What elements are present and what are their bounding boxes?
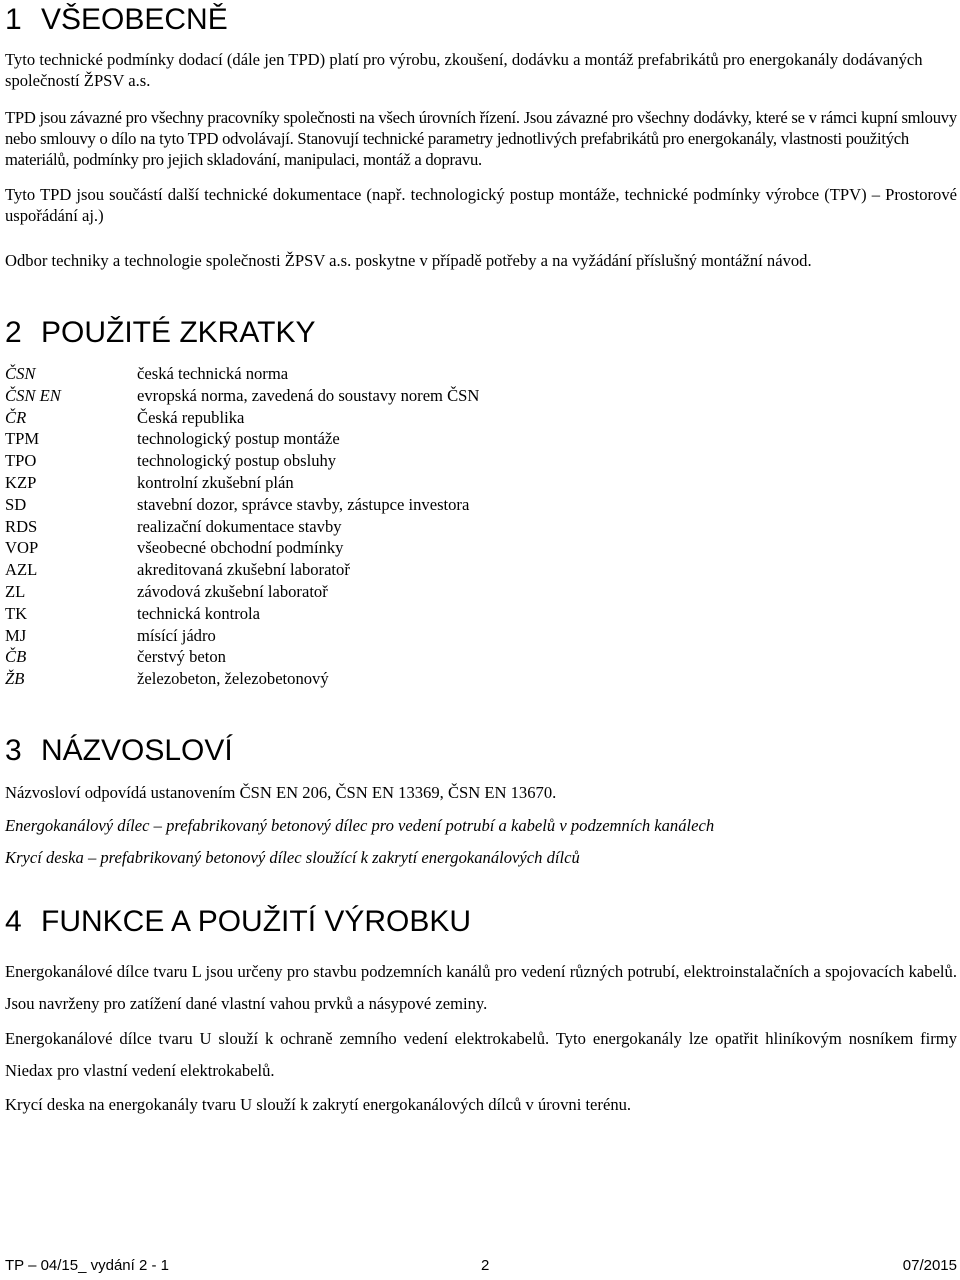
section-4-heading xyxy=(5,905,471,939)
section-3-paragraph-1: Názvosloví odpovídá ustanovením ČSN EN 206, ČSN EN 13369, ČSN EN 13670. xyxy=(5,783,557,802)
section-1-paragraph-3: Tyto TPD jsou součástí další technické dokumentace (např. technologický postup montáže, technické podmínky výrobce (TPV) – Prostorové uspořádání aj.) xyxy=(5,185,957,225)
abbreviation-row xyxy=(5,363,705,385)
abbreviation-row xyxy=(5,603,705,625)
section-4-paragraph-2: Energokanálové dílce tvaru U slouží k ochraně zemního vedení elektrokabelů. Tyto energokanály lze opatřit hliníkovým nosníkem firmy Niedax pro vlastní vedení elektrokabelů. xyxy=(5,1029,957,1080)
abbreviation-row xyxy=(5,581,705,603)
abbreviation-meaning: všeobecné obchodní podmínky xyxy=(137,538,344,558)
section-3-heading xyxy=(5,734,233,768)
abbreviation-code: AZL xyxy=(5,560,38,580)
abbreviation-row xyxy=(5,494,705,516)
section-2-heading xyxy=(5,316,315,350)
abbreviation-code: VOP xyxy=(5,538,39,558)
abbreviation-meaning: stavební dozor, správce stavby, zástupce investora xyxy=(137,494,470,514)
section-2-number: 2 xyxy=(5,316,22,349)
abbreviation-meaning: technologický postup montáže xyxy=(137,429,340,449)
definition-kryci-deska: Krycí deska – prefabrikovaný betonový dílec sloužící k zakrytí energokanálových dílců xyxy=(5,848,580,867)
abbreviation-row xyxy=(5,625,705,647)
abbreviation-meaning: technická kontrola xyxy=(137,603,261,623)
abbreviation-row xyxy=(5,668,705,690)
abbreviation-code: ČSN EN xyxy=(5,385,61,405)
abbreviation-meaning: železobeton, železobetonový xyxy=(137,669,329,689)
abbreviation-code: RDS xyxy=(5,516,38,536)
section-1-heading xyxy=(5,3,228,37)
abbreviation-meaning: akreditovaná zkušební laboratoř xyxy=(137,560,350,580)
abbreviation-code: ČSN xyxy=(5,364,36,383)
footer-page-number: 2 xyxy=(481,1257,490,1274)
abbreviation-row xyxy=(5,516,705,538)
abbreviation-row xyxy=(5,385,705,407)
abbreviation-meaning: česká technická norma xyxy=(137,364,289,383)
section-3-number: 3 xyxy=(5,734,22,767)
abbreviation-meaning: technologický postup obsluhy xyxy=(137,451,337,471)
section-1-title: VŠEOBECNĚ xyxy=(41,3,228,36)
section-3-title: NÁZVOSLOVÍ xyxy=(41,734,233,767)
abbreviation-meaning: čerstvý beton xyxy=(137,647,226,667)
abbreviation-meaning: mísící jádro xyxy=(137,625,216,645)
footer-document-code: TP – 04/15_ vydání 2 - 1 xyxy=(5,1257,169,1274)
abbreviation-code: ČR xyxy=(5,407,27,427)
abbreviation-row xyxy=(5,450,705,472)
abbreviation-code: ZL xyxy=(5,581,26,601)
abbreviation-code: TPO xyxy=(5,451,37,471)
abbreviation-meaning: kontrolní zkušební plán xyxy=(137,472,294,492)
abbreviation-code: SD xyxy=(5,494,27,514)
abbreviation-row xyxy=(5,472,705,494)
abbreviation-code: ČB xyxy=(5,647,27,667)
section-4-paragraph-1: Energokanálové dílce tvaru L jsou určeny pro stavbu podzemních kanálů pro vedení různých potrubí, elektroinstalačních a spojovacích kabelů. Jsou navrženy pro zatížení dané vlastní vahou prvků a násypové zeminy. xyxy=(5,962,957,1013)
footer-date: 07/2015 xyxy=(902,1257,957,1274)
section-1-paragraph-4: Odbor techniky a technologie společnosti ŽPSV a.s. poskytne v případě potřeby a na vyžádání příslušný montážní návod. xyxy=(5,251,812,270)
abbreviation-code: TPM xyxy=(5,429,40,449)
abbreviation-meaning: realizační dokumentace stavby xyxy=(137,516,342,536)
section-1-paragraph-2: TPD jsou závazné pro všechny pracovníky společnosti na všech úrovních řízení. Jsou závazné pro všechny dodávky, které se v rámci kupní smlouvy nebo smlouvy o dílo na tyto TPD odvolávají. Stanovují technické parametry jednotlivých prefabrikátů pro energokanály, vlastnosti použitých materiálů, podmínky pro jejich skladování, manipulaci, montáž a dopravu. xyxy=(5,108,957,169)
section-1-number: 1 xyxy=(5,3,22,36)
section-4-paragraph-3: Krycí deska na energokanály tvaru U slouží k zakrytí energokanálových dílců v úrovni terénu. xyxy=(5,1095,632,1114)
abbreviation-row xyxy=(5,537,705,559)
abbreviation-code: MJ xyxy=(5,625,27,645)
abbreviation-meaning: evropská norma, zavedená do soustavy norem ČSN xyxy=(137,385,480,405)
definition-energokanalovy-dilec: Energokanálový dílec – prefabrikovaný betonový dílec pro vedení potrubí a kabelů v podzemních kanálech xyxy=(5,816,715,835)
abbreviation-row xyxy=(5,646,705,668)
page-footer xyxy=(5,1256,957,1276)
section-4-title: FUNKCE A POUŽITÍ VÝROBKU xyxy=(41,905,472,938)
abbreviation-row xyxy=(5,407,705,429)
abbreviation-code: ŽB xyxy=(5,669,25,689)
abbreviation-list xyxy=(5,363,705,690)
section-1-paragraph-1: Tyto technické podmínky dodací (dále jen TPD) platí pro výrobu, zkoušení, dodávku a montáž prefabrikátů pro energokanály dodávaných společností ŽPSV a.s. xyxy=(5,50,923,90)
abbreviation-row xyxy=(5,428,705,450)
abbreviation-meaning: Česká republika xyxy=(137,407,245,427)
abbreviation-meaning: závodová zkušební laboratoř xyxy=(137,581,328,601)
abbreviation-row xyxy=(5,559,705,581)
section-2-title: POUŽITÉ ZKRATKY xyxy=(41,316,316,349)
abbreviation-code: TK xyxy=(5,603,28,623)
abbreviation-code: KZP xyxy=(5,472,37,492)
section-4-number: 4 xyxy=(5,905,22,938)
